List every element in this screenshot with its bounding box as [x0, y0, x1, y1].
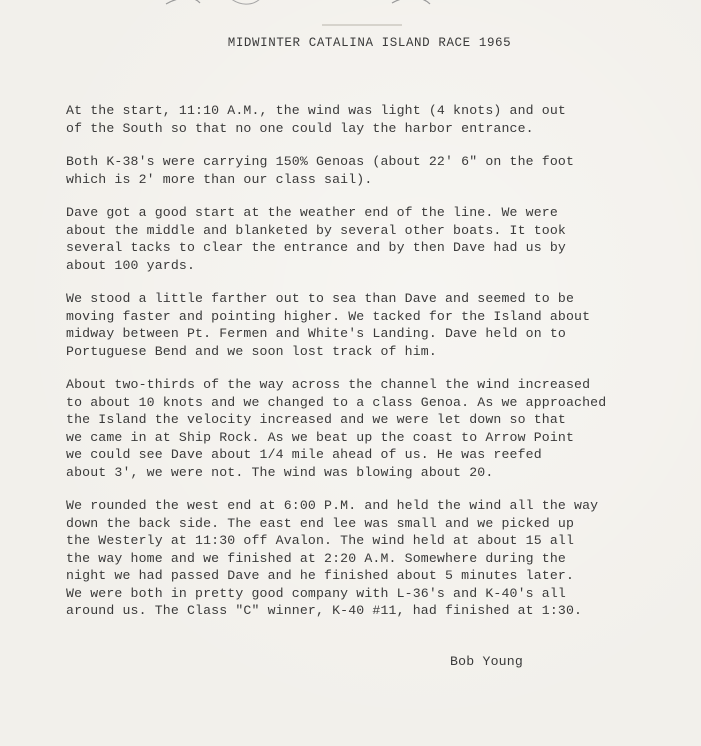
document-title: MIDWINTER CATALINA ISLAND RACE 1965	[227, 36, 512, 50]
paragraph: We rounded the west end at 6:00 P.M. and held the wind all the way down the back side. The east end lee was small and we picked up the Westerly at 11:30 off Avalon. The wind held at about 15 all the way home and we finished at 2:20 A.M. Somewhere during the night we had passed Dave and he finished about 5 minutes later. We were both in pretty good company with L-36's and K-40's all around us. The Class "C" winner, K-40 #11, had finished at 1:30.	[66, 498, 599, 618]
paragraph: We stood a little farther out to sea than Dave and seemed to be moving faster and pointing higher. We tacked for the Island about midway between Pt. Fermen and White's Landing. Dave held on to Portuguese Bend and we soon lost track of him.	[66, 291, 591, 359]
author-signature: Bob Young	[450, 654, 524, 669]
handwriting-marks	[160, 0, 460, 8]
faint-stamp-mark	[322, 22, 402, 28]
paragraph: At the start, 11:10 A.M., the wind was light (4 knots) and out of the South so that no one could lay the harbor entrance.	[66, 103, 566, 136]
paragraph: About two-thirds of the way across the channel the wind increased to about 10 knots and we changed to a class Genoa. As we approached the Island the velocity increased and we were let down so that we came in at Ship Rock. As we beat up the coast to Arrow Point we could see Dave about 1/4 mile ahead of us. He was reefed about 3', we were not. The wind was blowing about 20.	[66, 377, 607, 480]
paragraph: Dave got a good start at the weather end of the line. We were about the middle and blanketed by several other boats. It took several tacks to clear the entrance and by then Dave had us by about 100 yards.	[66, 205, 566, 273]
paragraph: Both K-38's were carrying 150% Genoas (about 22' 6" on the foot which is 2' more than our class sail).	[66, 154, 575, 187]
document-body	[66, 102, 686, 620]
